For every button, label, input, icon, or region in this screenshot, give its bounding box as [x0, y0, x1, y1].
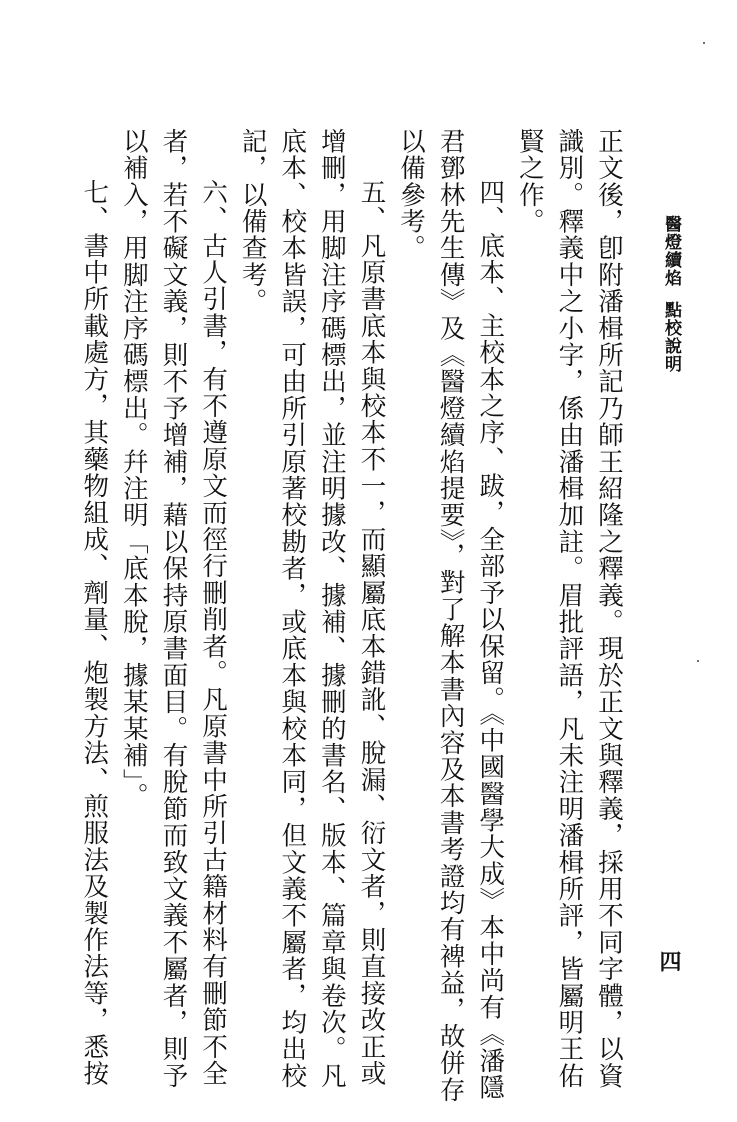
page-number: 四 — [656, 950, 682, 972]
text-column: 以補入，用脚注序碼標出。幷注明「底本脫，據某某補」。 — [118, 128, 149, 810]
text-column: 者，若不礙文義，則不予增補，藉以保持原書面目。有脫節而致文義不屬者，則予 — [158, 128, 189, 1090]
scan-speck — [703, 42, 705, 44]
text-column: 五、凡原書底本與校本不一，而顯屬底本錯訛、脫漏、衍文者，則直接改正或 — [356, 179, 387, 1087]
text-column: 以備參考。 — [396, 128, 427, 262]
text-column: 正文後，卽附潘楫所記乃師王紹隆之釋義。現於正文與釋義，採用不同字體，以資 — [594, 128, 624, 1090]
text-column: 七、書中所載處方，其藥物組成、劑量、炮製方法、煎服法及製作法等，悉按 — [79, 179, 110, 1087]
text-column: 四、底本、主校本之序、跋，全部予以保留。《中國醫學大成》本中尚有《潘隱 — [475, 179, 506, 1101]
text-column: 底本、校本皆誤，可由所引原著校勘者，或底本與校本同，但文義不屬者，均出校 — [277, 128, 308, 1090]
scan-speck — [697, 660, 699, 662]
running-header — [654, 215, 684, 405]
text-column: 記，以備查考。 — [237, 128, 268, 315]
text-column: 賢之作。 — [514, 128, 545, 235]
section-title: 點校說明 — [661, 301, 681, 373]
body-text — [79, 128, 628, 1104]
text-column: 六、古人引書，有不遵原文而徑行刪削者。凡原書中所引古籍材料有刪節不全 — [198, 179, 229, 1087]
text-column: 君鄧林先生傳》及《醫燈續焰提要》，對了解本書內容及本書考證均有裨益，故併存 — [435, 128, 466, 1104]
text-column: 識別。釋義中之小字，係由潘楫加註。眉批評語，凡未注明潘楫所評，皆屬明王佑 — [554, 128, 585, 1090]
book-title: 醫燈續焰 — [661, 215, 681, 287]
text-column: 增刪，用脚注序碼標出，並注明據改、據補、據刪的書名、版本、篇章與卷次。凡 — [316, 128, 347, 1090]
